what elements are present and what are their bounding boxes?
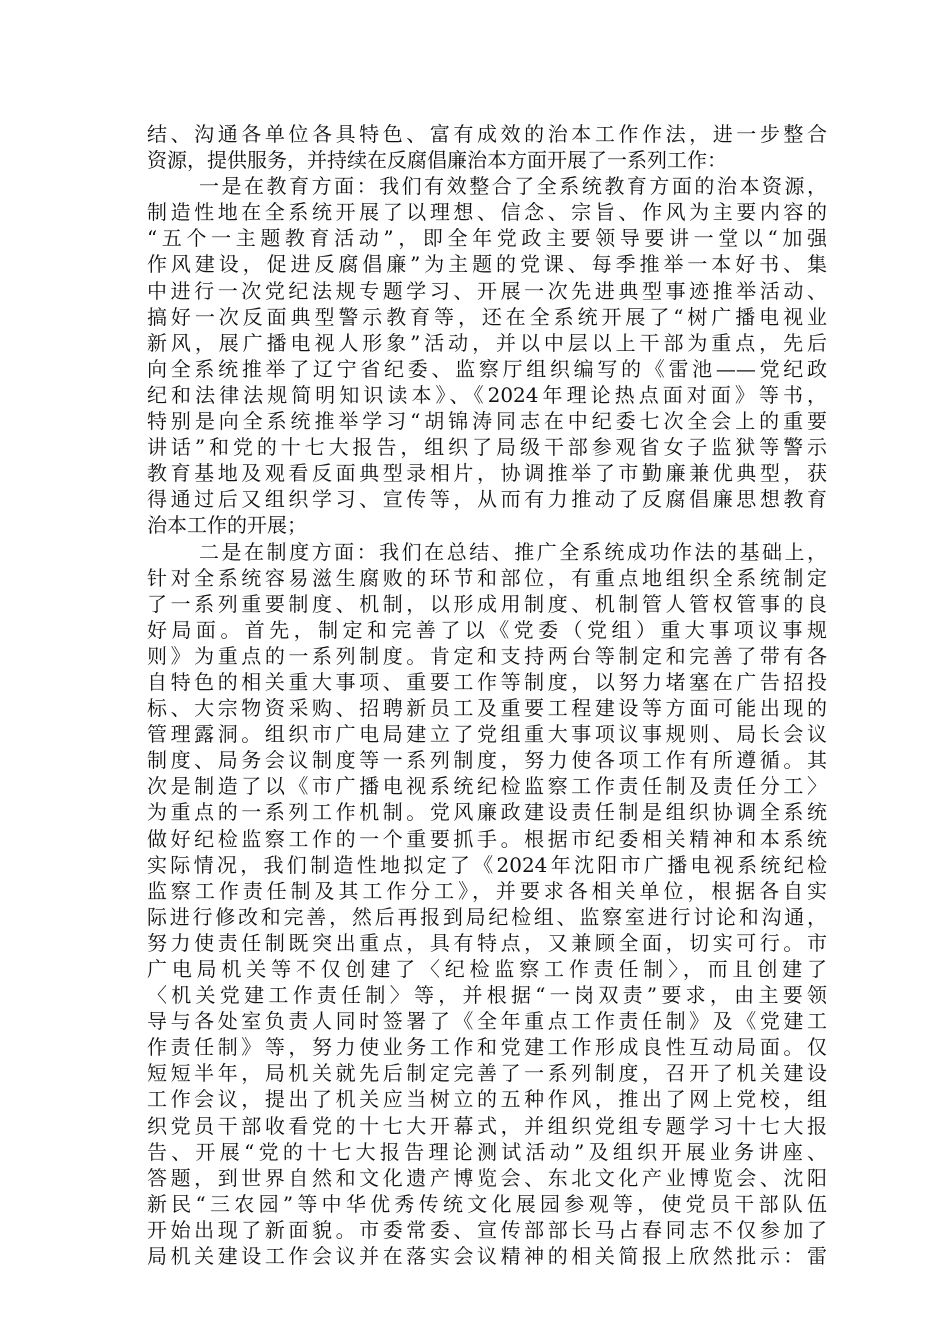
body-text-line: 向全系统推举了辽宁省纪委、监察厅组织编写的《雷池——党纪政 <box>147 356 827 381</box>
body-text-line: 新民“三农园”等中华优秀传统文化展园参观等，使党员干部队伍 <box>147 1191 827 1216</box>
body-text-line: 短短半年，局机关就先后制定完善了一系列制度，召开了机关建设 <box>147 1061 827 1086</box>
document-page <box>147 121 827 1269</box>
body-text-line: 针对全系统容易滋生腐败的环节和部位，有重点地组织全系统制定 <box>147 565 827 590</box>
body-text-line: 特别是向全系统推举学习“胡锦涛同志在中纪委七次全会上的重要 <box>147 409 827 434</box>
body-text-line: 标、大宗物资采购、招聘新员工及重要工程建设等方面可能出现的 <box>147 696 827 721</box>
body-text-line: 次是制造了以《市广播电视系统纪检监察工作责任制及责任分工〉 <box>147 774 827 799</box>
body-text-line: 治本工作的开展； <box>147 513 307 538</box>
paragraph-first-line: 一是在教育方面：我们有效整合了全系统教育方面的治本资源， <box>199 174 827 199</box>
body-text-line: 实际情况，我们制造性地拟定了《2024年沈阳市广播电视系统纪检 <box>147 852 827 877</box>
body-text-line: 广电局机关等不仅创建了〈纪检监察工作责任制〉，而且创建了 <box>147 957 827 981</box>
body-text-line: 管理露洞。组织市广电局建立了党组重大事项议事规则、局长会议 <box>147 722 827 747</box>
body-text-line: 〈机关党建工作责任制〉等，并根据“一岗双责”要求，由主要领 <box>147 983 827 1008</box>
body-text-line: 答题，到世界自然和文化遗产博览会、东北文化产业博览会、沈阳 <box>147 1165 827 1190</box>
body-text-line: 纪和法律法规简明知识读本》、《2024年理论热点面对面》等书， <box>147 382 827 407</box>
body-text-line: “五个一主题教育活动”，即全年党政主要领导要讲一堂以“加强 <box>147 226 827 251</box>
body-text-line: 新风，展广播电视人形象”活动，并以中层以上干部为重点，先后 <box>147 330 827 355</box>
body-text-line: 则》为重点的一系列制度。肯定和支持两台等制定和完善了带有各 <box>147 643 827 668</box>
body-text-line: 得通过后又组织学习、宣传等，从而有力推动了反腐倡廉思想教育 <box>147 487 827 512</box>
body-text-line: 搞好一次反面典型警示教育等，还在全系统开展了“树广播电视业 <box>147 304 827 329</box>
body-text-line: 了一系列重要制度、机制，以形成用制度、机制管人管权管事的良 <box>147 591 827 616</box>
body-text-line: 自特色的相关重大事项、重要工作等制度，以努力堵塞在广告招投 <box>147 669 827 694</box>
body-text-line: 为重点的一系列工作机制。党风廉政建设责任制是组织协调全系统 <box>147 800 827 825</box>
paragraph-first-line: 二是在制度方面：我们在总结、推广全系统成功作法的基础上， <box>199 539 827 564</box>
body-text-line: 告、开展“党的十七大报告理论测试活动”及组织开展业务讲座、 <box>147 1139 827 1164</box>
body-text-line: 织党员干部收看党的十七大开幕式，并组织党组专题学习十七大报 <box>147 1113 827 1138</box>
body-text-line: 开始出现了新面貌。市委常委、宣传部部长马占春同志不仅参加了 <box>147 1217 827 1242</box>
body-text-line: 作风建设，促进反腐倡廉”为主题的党课、每季推举一本好书、集 <box>147 252 827 277</box>
body-text-line: 工作会议，提出了机关应当树立的五种作风，推出了网上党校，组 <box>147 1087 827 1112</box>
body-text-line: 中进行一次党纪法规专题学习、开展一次先进典型事迹推举活动、 <box>147 278 827 303</box>
body-text-line: 际进行修改和完善，然后再报到局纪检组、监察室进行讨论和沟通， <box>147 904 827 929</box>
body-text-line: 监察工作责任制及其工作分工》，并要求各相关单位，根据各自实 <box>147 878 827 903</box>
body-text-line: 局机关建设工作会议并在落实会议精神的相关简报上欣然批示：雷 <box>147 1244 827 1269</box>
body-text-line: 制造性地在全系统开展了以理想、信念、宗旨、作风为主要内容的 <box>147 200 827 225</box>
body-text-line: 资源，提供服务，并持续在反腐倡廉治本方面开展了一系列工作： <box>147 148 727 173</box>
body-text-line: 作责任制》等，努力使业务工作和党建工作形成良性互动局面。仅 <box>147 1035 827 1060</box>
body-text-line: 制度、局务会议制度等一系列制度，努力使各项工作有所遵循。其 <box>147 748 827 773</box>
body-text-line: 努力使责任制既突出重点，具有特点，又兼顾全面，切实可行。市 <box>147 930 827 955</box>
body-text-line: 做好纪检监察工作的一个重要抓手。根据市纪委相关精神和本系统 <box>147 826 827 851</box>
body-text-line: 导与各处室负责人同时签署了《全年重点工作责任制》及《党建工 <box>147 1009 827 1034</box>
body-text-line: 讲话”和党的十七大报告，组织了局级干部参观省女子监狱等警示 <box>147 435 827 460</box>
body-text-line: 好局面。首先，制定和完善了以《党委（党组）重大事项议事规 <box>147 617 827 642</box>
body-text-line: 教育基地及观看反面典型录相片，协调推举了市勤廉兼优典型，获 <box>147 461 827 486</box>
body-text-line: 结、沟通各单位各具特色、富有成效的治本工作作法，进一步整合 <box>147 122 827 146</box>
